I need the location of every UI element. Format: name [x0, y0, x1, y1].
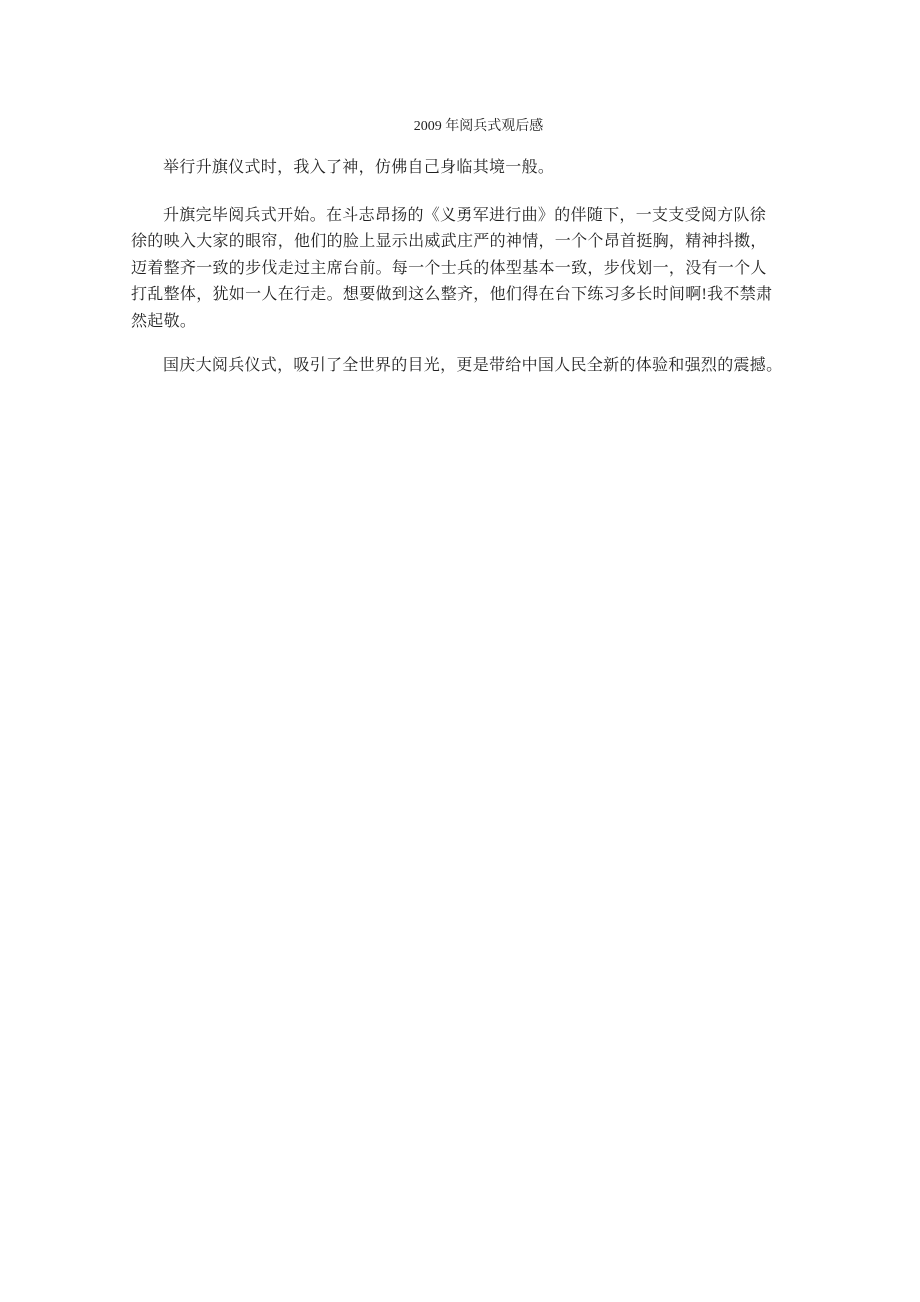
- paragraph-line: 举行升旗仪式时，我入了神，仿佛自己身临其境一般。: [163, 158, 555, 176]
- paragraph: [131, 203, 783, 336]
- paragraph-line: 打乱整体，犹如一人在行走。想要做到这么整齐，他们得在台下练习多长时间啊!我不禁肃: [131, 286, 773, 303]
- paragraph-line: 国庆大阅兵仪式，吸引了全世界的目光，更是带给中国人民全新的体验和强烈的震撼。: [163, 356, 783, 374]
- document-title: 2009 年阅兵式观后感: [413, 119, 544, 134]
- paragraph-line: 升旗完毕阅兵式开始。在斗志昂扬的《义勇军进行曲》的伴随下，一支支受阅方队徐: [163, 206, 767, 224]
- paragraph-line: 迈着整齐一致的步伐走过主席台前。每一个士兵的体型基本一致，步伐划一，没有一个人: [131, 259, 767, 277]
- paragraph-line: 徐的映入大家的眼帘，他们的脸上显示出威武庄严的神情，一个个昂首挺胸，精神抖擞，: [131, 233, 767, 250]
- paragraph-line: 然起敬。: [131, 312, 197, 330]
- paragraph: [131, 155, 783, 182]
- document-body: [131, 0, 783, 379]
- paragraph: [131, 353, 783, 380]
